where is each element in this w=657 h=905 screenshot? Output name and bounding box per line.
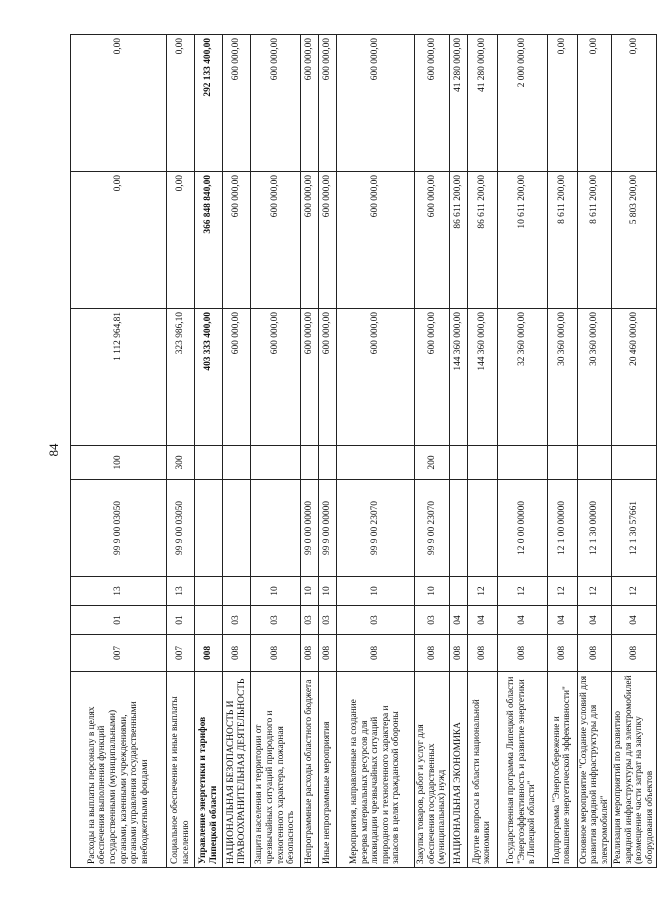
table-row: [497, 35, 547, 868]
row-rz-cell: 03: [301, 606, 319, 635]
table-row: [71, 35, 167, 868]
row-csr-cell: 12 1 30 00000: [577, 480, 612, 577]
row-csr-cell: [223, 480, 251, 577]
row-pr-cell: 12: [467, 577, 497, 606]
row-name-cell: Расходы на выплаты персоналу в целях обеспечения выполнения функций государственными (муниципальными) органами, казенными учреждениями, органами управления государственными внебюджетными фондами: [71, 672, 167, 868]
row-sum-2023-cell: 20 460 000,00: [612, 309, 657, 446]
rotated-page-area: [70, 35, 655, 868]
row-ved-cell: 008: [301, 635, 319, 672]
row-vr-cell: [497, 446, 547, 480]
row-sum-2025-cell: 0,00: [547, 35, 577, 172]
row-pr-cell: 10: [301, 577, 319, 606]
row-sum-2024-cell: 10 611 200,00: [497, 172, 547, 309]
row-vr-cell: [547, 446, 577, 480]
table-row: [319, 35, 337, 868]
row-rz-cell: 04: [497, 606, 547, 635]
row-sum-2025-cell: 41 280 000,00: [467, 35, 497, 172]
row-sum-2023-cell: 30 360 000,00: [577, 309, 612, 446]
row-rz-cell: 03: [223, 606, 251, 635]
table-row: [223, 35, 251, 868]
row-sum-2024-cell: 86 611 200,00: [467, 172, 497, 309]
row-sum-2025-cell: 0,00: [612, 35, 657, 172]
row-sum-2025-cell: 600 000,00: [251, 35, 301, 172]
row-ved-cell: 008: [223, 635, 251, 672]
row-pr-cell: [195, 577, 223, 606]
row-rz-cell: 03: [415, 606, 450, 635]
row-sum-2024-cell: 5 803 200,00: [612, 172, 657, 309]
row-sum-2023-cell: 600 000,00: [251, 309, 301, 446]
row-rz-cell: 04: [577, 606, 612, 635]
row-pr-cell: [449, 577, 467, 606]
row-rz-cell: 03: [251, 606, 301, 635]
row-sum-2024-cell: 86 611 200,00: [449, 172, 467, 309]
row-pr-cell: 12: [612, 577, 657, 606]
row-csr-cell: 99 9 00 23070: [337, 480, 415, 577]
row-ved-cell: 008: [547, 635, 577, 672]
row-sum-2025-cell: 600 000,00: [223, 35, 251, 172]
row-rz-cell: 01: [71, 606, 167, 635]
row-pr-cell: 13: [71, 577, 167, 606]
row-vr-cell: [612, 446, 657, 480]
row-pr-cell: 12: [547, 577, 577, 606]
row-pr-cell: 10: [319, 577, 337, 606]
table-row: [577, 35, 612, 868]
table-row: [167, 35, 195, 868]
row-sum-2023-cell: 144 360 000,00: [467, 309, 497, 446]
row-name-cell: Реализация мероприятий по развитию зарядной инфраструктуры для электромобилей (возмещение части затрат на закупку оборудования объектов: [612, 672, 657, 868]
row-sum-2023-cell: 600 000,00: [223, 309, 251, 446]
row-ved-cell: 008: [577, 635, 612, 672]
row-sum-2023-cell: 144 360 000,00: [449, 309, 467, 446]
row-sum-2025-cell: 0,00: [577, 35, 612, 172]
row-ved-cell: 008: [319, 635, 337, 672]
row-name-cell: Социальное обеспечение и иные выплаты населению: [167, 672, 195, 868]
row-vr-cell: [301, 446, 319, 480]
row-vr-cell: [223, 446, 251, 480]
row-name-cell: НАЦИОНАЛЬНАЯ ЭКОНОМИКА: [449, 672, 467, 868]
row-sum-2025-cell: 600 000,00: [415, 35, 450, 172]
row-pr-cell: 12: [577, 577, 612, 606]
table-row: [449, 35, 467, 868]
row-pr-cell: 10: [415, 577, 450, 606]
row-rz-cell: 04: [467, 606, 497, 635]
table-row: [467, 35, 497, 868]
row-csr-cell: 99 0 00 00000: [301, 480, 319, 577]
row-rz-cell: 04: [449, 606, 467, 635]
row-sum-2025-cell: 292 133 400,00: [195, 35, 223, 172]
row-sum-2025-cell: 2 000 000,00: [497, 35, 547, 172]
budget-table-sheet: [70, 35, 655, 868]
row-csr-cell: 99 9 00 00000: [319, 480, 337, 577]
row-csr-cell: [467, 480, 497, 577]
row-sum-2023-cell: 600 000,00: [301, 309, 319, 446]
row-ved-cell: 008: [497, 635, 547, 672]
row-name-cell: Защита населения и территории от чрезвычайных ситуаций природного и техногенного характера, пожарная безопасность: [251, 672, 301, 868]
row-ved-cell: 008: [251, 635, 301, 672]
row-vr-cell: [319, 446, 337, 480]
table-row: [251, 35, 301, 868]
table-row: [301, 35, 319, 868]
row-name-cell: НАЦИОНАЛЬНАЯ БЕЗОПАСНОСТЬ И ПРАВООХРАНИТЕЛЬНАЯ ДЕЯТЕЛЬНОСТЬ: [223, 672, 251, 868]
row-sum-2025-cell: 600 000,00: [319, 35, 337, 172]
row-ved-cell: 008: [467, 635, 497, 672]
row-ved-cell: 008: [337, 635, 415, 672]
row-csr-cell: 12 1 00 00000: [547, 480, 577, 577]
row-sum-2023-cell: 30 360 000,00: [547, 309, 577, 446]
row-vr-cell: [449, 446, 467, 480]
row-name-cell: Государственная программа Липецкой области "Энергоэффективность и развитие энергетики в Липецкой области": [497, 672, 547, 868]
row-ved-cell: 007: [167, 635, 195, 672]
row-name-cell: Другие вопросы в области национальной экономики: [467, 672, 497, 868]
row-sum-2023-cell: 600 000,00: [415, 309, 450, 446]
row-sum-2024-cell: 0,00: [167, 172, 195, 309]
row-csr-cell: 99 9 00 03050: [167, 480, 195, 577]
row-name-cell: Иные непрограммные мероприятия: [319, 672, 337, 868]
row-sum-2023-cell: 1 112 964,81: [71, 309, 167, 446]
row-sum-2025-cell: 41 280 000,00: [449, 35, 467, 172]
row-pr-cell: 10: [251, 577, 301, 606]
row-sum-2024-cell: 8 611 200,00: [577, 172, 612, 309]
row-name-cell: Основное мероприятие "Создание условий для развития зарядной инфраструктуры для электромобилей": [577, 672, 612, 868]
row-sum-2023-cell: 323 986,10: [167, 309, 195, 446]
row-vr-cell: 300: [167, 446, 195, 480]
row-ved-cell: 008: [415, 635, 450, 672]
row-sum-2024-cell: 8 611 200,00: [547, 172, 577, 309]
row-name-cell: Закупка товаров, работ и услуг для обеспечения государственных (муниципальных) нужд: [415, 672, 450, 868]
row-vr-cell: [337, 446, 415, 480]
row-sum-2025-cell: 600 000,00: [301, 35, 319, 172]
row-vr-cell: 200: [415, 446, 450, 480]
row-sum-2025-cell: 600 000,00: [337, 35, 415, 172]
row-sum-2023-cell: 600 000,00: [337, 309, 415, 446]
budget-table-body: [71, 35, 657, 868]
row-sum-2024-cell: 600 000,00: [337, 172, 415, 309]
row-vr-cell: 100: [71, 446, 167, 480]
row-ved-cell: 008: [449, 635, 467, 672]
row-pr-cell: 13: [167, 577, 195, 606]
row-ved-cell: 008: [195, 635, 223, 672]
row-sum-2024-cell: 600 000,00: [223, 172, 251, 309]
row-rz-cell: 03: [337, 606, 415, 635]
row-sum-2024-cell: 600 000,00: [251, 172, 301, 309]
row-vr-cell: [251, 446, 301, 480]
row-csr-cell: 99 9 00 23070: [415, 480, 450, 577]
row-sum-2023-cell: 600 000,00: [319, 309, 337, 446]
row-sum-2024-cell: 366 848 840,00: [195, 172, 223, 309]
row-sum-2023-cell: 403 333 400,00: [195, 309, 223, 446]
row-csr-cell: 12 1 30 57661: [612, 480, 657, 577]
row-name-cell: Управление энергетики и тарифов Липецкой области: [195, 672, 223, 868]
budget-table: [70, 34, 657, 868]
row-ved-cell: 007: [71, 635, 167, 672]
row-vr-cell: [195, 446, 223, 480]
row-sum-2024-cell: 0,00: [71, 172, 167, 309]
row-sum-2024-cell: 600 000,00: [301, 172, 319, 309]
row-sum-2025-cell: 0,00: [167, 35, 195, 172]
table-row: [612, 35, 657, 868]
row-rz-cell: 03: [319, 606, 337, 635]
page-number: 84: [46, 443, 61, 457]
table-row: [547, 35, 577, 868]
row-sum-2024-cell: 600 000,00: [319, 172, 337, 309]
row-rz-cell: 01: [167, 606, 195, 635]
row-sum-2025-cell: 0,00: [71, 35, 167, 172]
row-sum-2023-cell: 32 360 000,00: [497, 309, 547, 446]
row-csr-cell: 99 9 00 03050: [71, 480, 167, 577]
row-ved-cell: 008: [612, 635, 657, 672]
row-name-cell: Мероприятия, направленные на создание резерва материальных ресурсов для ликвидации чрезвычайных ситуаций природного и техногенного характера и запасов в целях гражданской обороны: [337, 672, 415, 868]
row-rz-cell: 04: [612, 606, 657, 635]
row-csr-cell: [251, 480, 301, 577]
row-rz-cell: 04: [547, 606, 577, 635]
row-pr-cell: 10: [337, 577, 415, 606]
table-row: [195, 35, 223, 868]
table-row: [337, 35, 415, 868]
row-sum-2024-cell: 600 000,00: [415, 172, 450, 309]
row-pr-cell: [223, 577, 251, 606]
row-csr-cell: [449, 480, 467, 577]
row-pr-cell: 12: [497, 577, 547, 606]
row-name-cell: Непрограммные расходы областного бюджета: [301, 672, 319, 868]
row-vr-cell: [577, 446, 612, 480]
table-row: [415, 35, 450, 868]
row-vr-cell: [467, 446, 497, 480]
row-csr-cell: 12 0 00 00000: [497, 480, 547, 577]
row-rz-cell: [195, 606, 223, 635]
row-name-cell: Подпрограмма "Энергосбережение и повышение энергетической эффективности": [547, 672, 577, 868]
row-csr-cell: [195, 480, 223, 577]
